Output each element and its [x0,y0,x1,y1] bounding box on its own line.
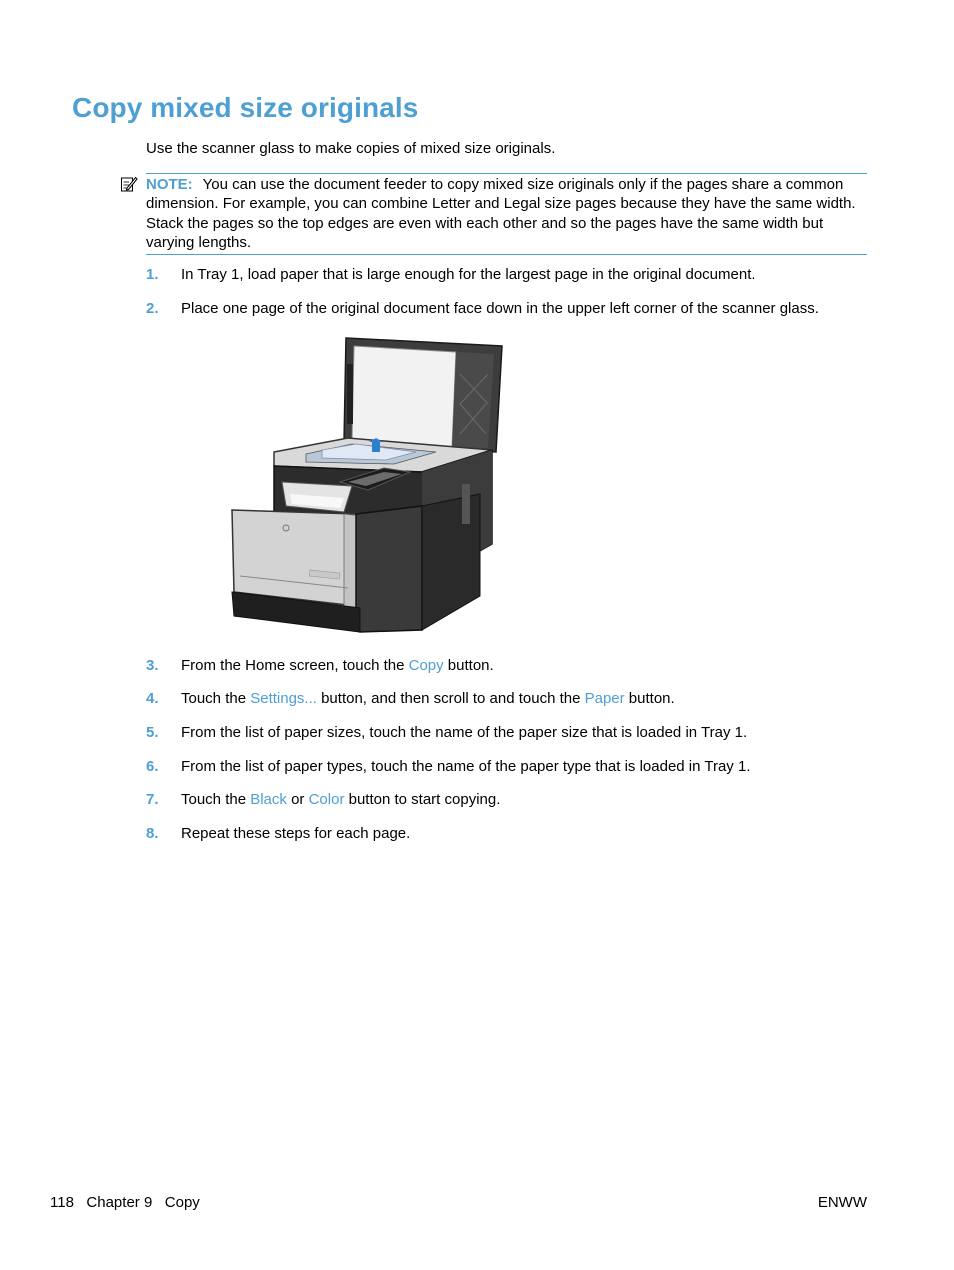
step-text: From the Home screen, touch the Copy button. [181,657,494,674]
note-box [146,173,867,255]
note-pencil-icon [120,175,138,193]
settings-button-reference: Settings... [250,690,317,707]
step-number: 8. [146,825,159,842]
step-text: Repeat these steps for each page. [181,825,411,842]
step-number: 5. [146,724,159,741]
step-text: Touch the Settings... button, and then scroll to and touch the Paper button. [181,690,675,707]
step-text: From the list of paper types, touch the name of the paper type that is loaded in Tray 1. [181,758,751,775]
step-number: 7. [146,791,159,808]
note-label: NOTE: [146,176,193,193]
step-text: From the list of paper sizes, touch the name of the paper size that is loaded in Tray 1. [181,724,748,741]
step-text: Touch the Black or Color button to start copying. [181,791,501,808]
page-title: Copy mixed size originals [72,92,419,123]
step-number: 1. [146,266,159,283]
paper-button-reference: Paper [584,690,625,707]
step-number: 3. [146,657,159,674]
step-text: Place one page of the original document face down in the upper left corner of the scanner glass. [181,300,819,317]
intro-text: Use the scanner glass to make copies of mixed size originals. [146,140,556,157]
printer-illustration [226,334,506,634]
step-text: In Tray 1, load paper that is large enough for the largest page in the original document. [181,266,756,283]
note-text: You can use the document feeder to copy mixed size originals only if the pages share a common dimension. For example, you can combine Letter and Legal size pages because they have the same width. Stack the pages so the top edges are even with each other and so the pages have the same width but varying lengths. [146,176,856,251]
black-button-reference: Black [250,791,287,808]
step-number: 4. [146,690,159,707]
color-button-reference: Color [308,791,345,808]
footer-page-info: 118 Chapter 9 Copy [50,1194,200,1211]
footer-enww: ENWW [817,1194,867,1211]
step-number: 2. [146,300,159,317]
step-number: 6. [146,758,159,775]
copy-button-reference: Copy [408,657,444,674]
